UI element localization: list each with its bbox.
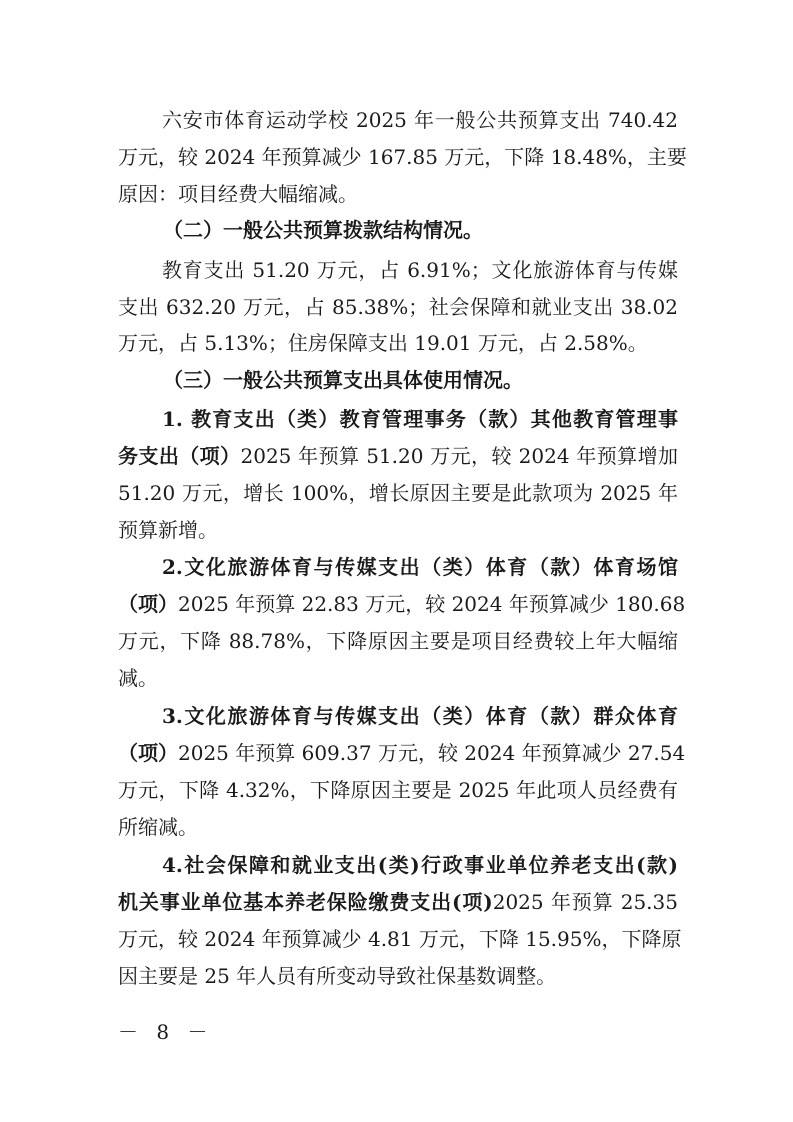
item-heading-cont: 机关事业单位基本养老保险缴费支出(项) <box>118 890 493 914</box>
item-line: 预算新增。 <box>118 518 218 542</box>
paragraph-line: 支出 632.20 万元，占 85.38%；社会保障和就业支出 38.02 <box>118 295 678 319</box>
item-heading-cont: （项） <box>118 592 178 616</box>
page-number: － 8 － <box>118 1020 214 1044</box>
item-line: 万元，下降 88.78%，下降原因主要是项目经费较上年大幅缩 <box>118 629 678 653</box>
item-heading-cont: （项） <box>118 741 178 765</box>
item-line <box>118 890 678 914</box>
item-heading: 4.社会保障和就业支出(类)行政事业单位养老支出(款) <box>162 853 678 877</box>
paragraph-line: 万元，较 2024 年预算减少 167.85 万元，下降 18.48%，主要 <box>118 145 687 169</box>
item-line <box>118 444 678 468</box>
item-line <box>118 592 686 616</box>
item-line <box>118 741 686 765</box>
item-heading: 3.文化旅游体育与传媒支出（类）体育（款）群众体育 <box>162 704 678 728</box>
section-heading: （二）一般公共预算拨款结构情况。 <box>163 218 483 242</box>
paragraph-line: 原因：项目经费大幅缩减。 <box>118 182 358 206</box>
item-text: 2025 年预算 22.83 万元，较 2024 年预算减少 180.68 <box>178 592 686 616</box>
item-heading: 1. 教育支出（类）教育管理事务（款）其他教育管理事 <box>162 407 678 431</box>
item-line: 减。 <box>118 666 158 690</box>
item-line: 51.20 万元，增长 100%，增长原因主要是此款项为 2025 年 <box>118 481 678 505</box>
section-heading: （三）一般公共预算支出具体使用情况。 <box>163 368 523 392</box>
paragraph-line: 六安市体育运动学校 2025 年一般公共预算支出 740.42 <box>162 108 678 132</box>
item-text: 2025 年预算 25.35 <box>492 890 678 914</box>
item-line: 万元，较 2024 年预算减少 4.81 万元，下降 15.95%，下降原 <box>118 927 682 951</box>
item-line: 因主要是 25 年人员有所变动导致社保基数调整。 <box>118 964 557 988</box>
paragraph-line: 教育支出 51.20 万元，占 6.91%；文化旅游体育与传媒 <box>162 258 678 282</box>
item-text: 2025 年预算 609.37 万元，较 2024 年预算减少 27.54 <box>178 741 686 765</box>
item-text: 2025 年预算 51.20 万元，较 2024 年预算增加 <box>240 444 678 468</box>
paragraph-line: 万元，占 5.13%；住房保障支出 19.01 万元，占 2.58%。 <box>118 331 648 355</box>
item-heading: 2.文化旅游体育与传媒支出（类）体育（款）体育场馆 <box>162 555 678 579</box>
item-heading-cont: 务支出（项） <box>118 444 241 468</box>
item-line: 所缩减。 <box>118 815 198 839</box>
item-line: 万元，下降 4.32%，下降原因主要是 2025 年此项人员经费有 <box>118 778 678 802</box>
